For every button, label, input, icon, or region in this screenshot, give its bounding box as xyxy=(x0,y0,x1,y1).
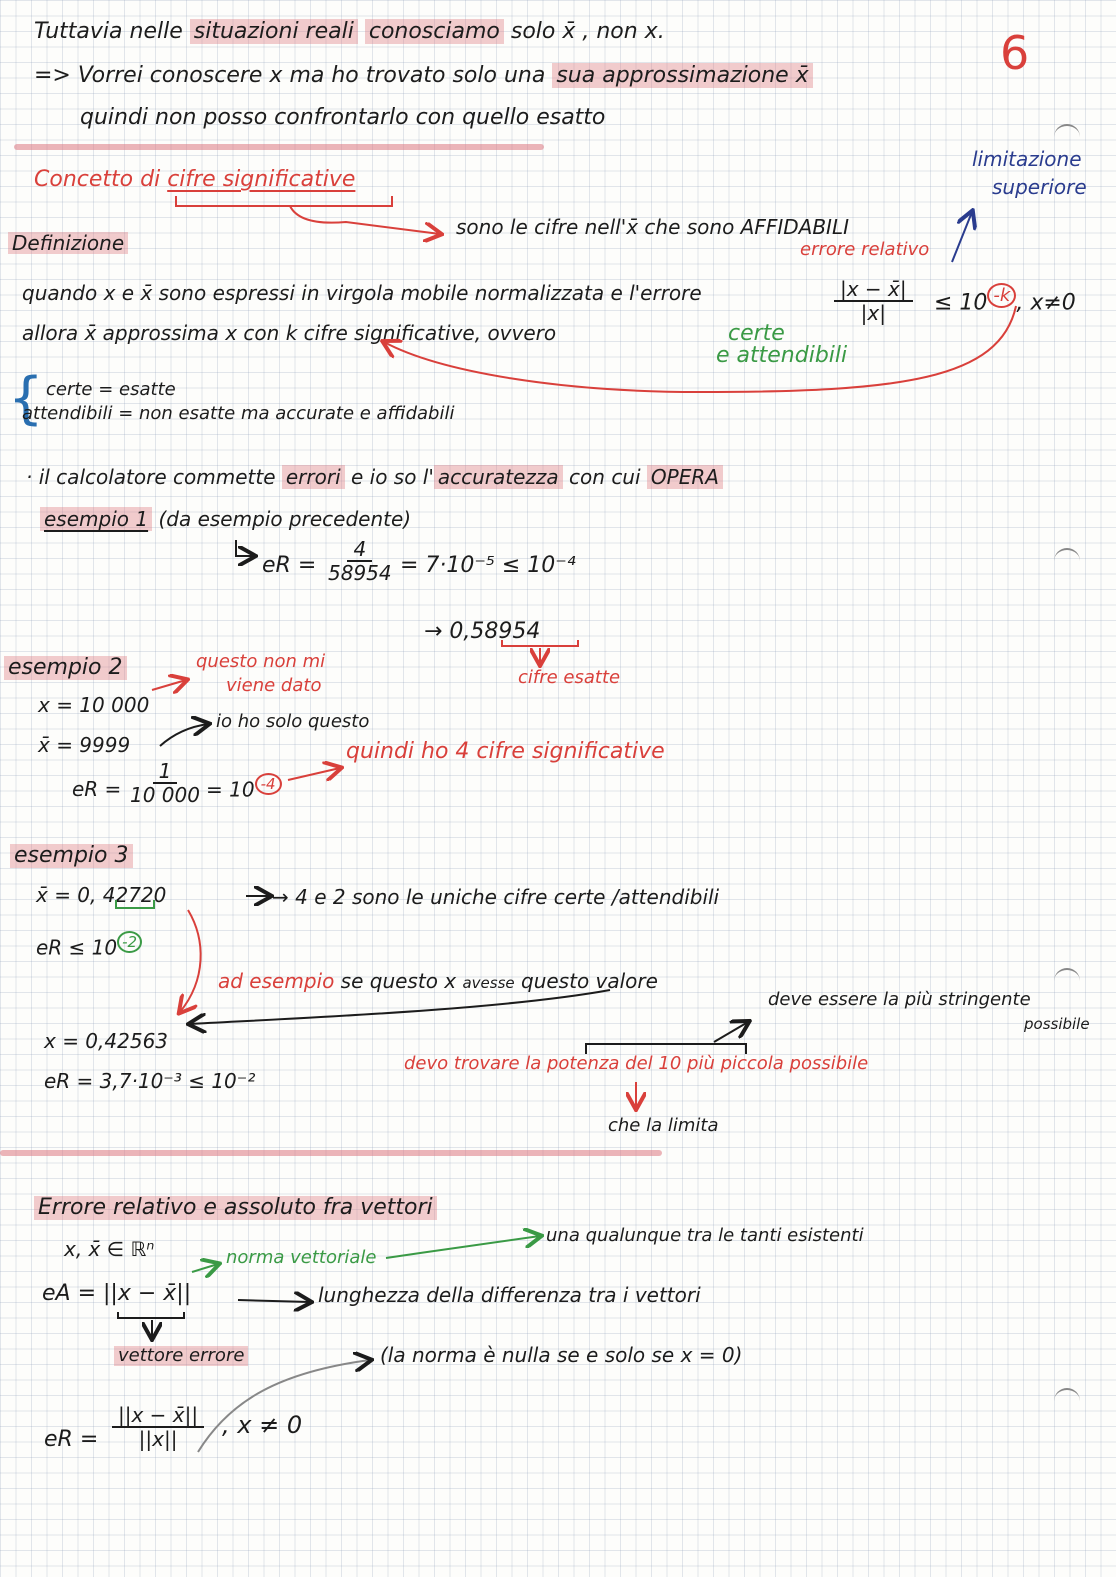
example-3-er xyxy=(36,934,142,959)
ex3-er-text: eR ≤ 10 xyxy=(36,935,118,960)
margin-note-line1: limitazione xyxy=(972,147,1082,171)
arrow-ex3-red xyxy=(180,910,201,1012)
calc-b: errori xyxy=(282,465,345,489)
example-3-red-b: devo trovare la potenza del 10 più piccola possibile xyxy=(404,1053,869,1074)
definition-line-1: quando x e x̄ sono espressi in virgola mobile normalizzata e l'errore xyxy=(22,281,702,305)
calc-f: OPERA xyxy=(647,465,723,489)
bracket-cifre xyxy=(176,196,392,206)
example-2-note-1b: viene dato xyxy=(226,675,322,696)
vectors-cond: , x ≠ 0 xyxy=(222,1411,303,1439)
example-3-right-1: deve essere la più stringente xyxy=(768,989,1031,1010)
example-1-rest: = 7·10⁻⁵ ≤ 10⁻⁴ xyxy=(400,553,576,578)
arrow-cifre-def xyxy=(290,206,440,234)
example-2-xbar: x̄ = 9999 xyxy=(38,733,131,757)
example-3-x: x = 0,42563 xyxy=(44,1029,169,1053)
example-1-header xyxy=(40,508,411,530)
bracket-error-vector xyxy=(118,1312,184,1318)
example-3-middle xyxy=(218,970,658,992)
exponent-k: -k xyxy=(987,283,1016,308)
vectors-domain: x, x̄ ∈ ℝⁿ xyxy=(64,1237,155,1261)
example-1-note: (da esempio precedente) xyxy=(158,507,412,531)
ex2-den: 10 000 xyxy=(130,783,200,807)
example-2-x: x = 10 000 xyxy=(38,693,150,717)
arrow-ex3-back xyxy=(190,990,610,1024)
intro-l1-b: situazioni reali xyxy=(190,19,358,44)
ex3-mid-b: questo valore xyxy=(521,969,658,993)
arrow-any-norm xyxy=(386,1236,540,1258)
ex2-rest-text: = 10 xyxy=(206,777,255,802)
punch-hole-4 xyxy=(1054,1388,1080,1404)
arrow-norm xyxy=(192,1264,218,1272)
example-2-er-label: eR = xyxy=(72,777,122,801)
arrow-limitazione xyxy=(952,212,972,262)
calc-d: accuratezza xyxy=(434,465,563,489)
intro-l2-a: => Vorrei conoscere x ma ho trovato solo una xyxy=(34,63,546,88)
intro-l2-b: sua approssimazione x̄ xyxy=(552,63,812,88)
concept-title-a: Concetto di xyxy=(34,167,161,192)
ex1-den: 58954 xyxy=(328,561,392,585)
ex3-mid-small: avesse xyxy=(462,974,515,992)
brace-certe: certe = esatte xyxy=(46,379,176,400)
vectors-er-label: eR = xyxy=(44,1427,99,1452)
punch-hole-2 xyxy=(1054,548,1080,564)
ex2-num: 1 xyxy=(153,760,178,784)
vectors-length-note: lunghezza della differenza tra i vettori xyxy=(318,1283,701,1307)
calc-c: e io so l' xyxy=(350,465,434,489)
example-2-fraction xyxy=(124,760,206,806)
example-3-limit: che la limita xyxy=(608,1115,719,1136)
example-1-digits: → 0,58954 xyxy=(424,619,541,644)
vectors-ea: eA = ||x − x̄|| xyxy=(42,1281,192,1306)
arrow-k-loop xyxy=(384,306,1016,392)
arrow-ex2-conclusion xyxy=(288,768,340,780)
punch-hole-1 xyxy=(1054,124,1080,140)
divider-top xyxy=(14,144,544,150)
concept-definition: sono le cifre nell'x̄ che sono AFFIDABILI xyxy=(456,215,849,239)
arrow-ex2-note2 xyxy=(160,724,208,746)
intro-line-1 xyxy=(34,20,665,44)
example-1-digits-note: cifre esatte xyxy=(518,667,621,688)
page-number: 6 xyxy=(1000,26,1030,80)
vec-den: ||x|| xyxy=(138,1427,178,1451)
relative-error-label: errore relativo xyxy=(800,239,930,260)
example-3-xbar: x̄ = 0, 42720 xyxy=(36,883,167,907)
definition-certe: certe xyxy=(728,321,785,346)
ex2-exponent: -4 xyxy=(255,773,282,795)
ex3-mid: se questo x xyxy=(340,969,457,993)
punch-hole-3 xyxy=(1054,968,1080,984)
relative-error-fraction xyxy=(834,278,913,324)
vectors-norm-label: norma vettoriale xyxy=(226,1247,377,1268)
calc-e: con cui xyxy=(569,465,641,489)
ineq-text: ≤ 10 xyxy=(934,290,988,316)
example-3-right-2: possibile xyxy=(1024,1015,1090,1033)
arrow-ex1 xyxy=(236,540,254,556)
intro-line-2 xyxy=(34,64,813,88)
example-2-note-2: io ho solo questo xyxy=(216,711,370,732)
divider-bottom xyxy=(0,1150,662,1156)
vectors-error-vector: vettore errore xyxy=(114,1346,248,1366)
example-2-note-1a: questo non mi xyxy=(196,651,326,672)
margin-note-line2: superiore xyxy=(992,175,1087,199)
ex1-num: 4 xyxy=(347,538,372,562)
example-1-er-label: eR = xyxy=(262,553,317,578)
intro-l1-d: solo x̄ , non x. xyxy=(510,19,665,44)
concept-title-b: cifre significative xyxy=(167,167,356,192)
example-3-er2: eR = 3,7·10⁻³ ≤ 10⁻² xyxy=(44,1069,256,1093)
arrow-ex2-note1 xyxy=(152,680,186,690)
definition-ineq xyxy=(934,286,1076,316)
vec-num: ||x − x̄|| xyxy=(112,1404,204,1428)
brace-attendibili: attendibili = non esatte ma accurate e affidabili xyxy=(22,403,455,424)
vectors-null-note: (la norma è nulla se e solo se x = 0) xyxy=(380,1343,743,1367)
rel-err-den: |x| xyxy=(860,301,886,325)
calc-note xyxy=(26,466,723,488)
vectors-any-norm: una qualunque tra le tanti esistenti xyxy=(546,1225,864,1246)
example-1-fraction xyxy=(322,538,398,584)
example-3-label: esempio 3 xyxy=(10,844,133,868)
intro-line-3: quindi non posso confrontarlo con quello esatto xyxy=(80,105,606,130)
definition-attendibili: e attendibili xyxy=(716,343,848,368)
vectors-fraction xyxy=(112,1404,204,1450)
arrow-length xyxy=(238,1300,310,1302)
ex3-exponent: -2 xyxy=(117,931,142,953)
example-2-label: esempio 2 xyxy=(4,656,127,680)
arrow-potenza-up xyxy=(714,1022,748,1042)
intro-l1-c: conosciamo xyxy=(365,19,504,44)
definition-label: Definizione xyxy=(8,232,128,254)
brace-icon: { xyxy=(8,366,44,431)
definition-line-2: allora x̄ approssima x con k cifre significative, ovvero xyxy=(22,321,557,345)
example-1-label: esempio 1 xyxy=(40,507,152,531)
calc-a: · il calcolatore commette xyxy=(26,465,276,489)
example-2-conclusion: quindi ho 4 cifre significative xyxy=(346,739,665,764)
vectors-title: Errore relativo e assoluto fra vettori xyxy=(34,1196,437,1220)
rel-err-num: |x − x̄| xyxy=(834,278,913,302)
example-3-note: → 4 e 2 sono le uniche cifre certe /attendibili xyxy=(272,885,720,909)
concept-title xyxy=(34,168,355,192)
ex3-red-a: ad esempio xyxy=(218,969,335,993)
intro-l1-a: Tuttavia nelle xyxy=(34,19,183,44)
example-2-rest xyxy=(206,776,282,801)
ineq-cond: , x≠0 xyxy=(1016,290,1076,316)
